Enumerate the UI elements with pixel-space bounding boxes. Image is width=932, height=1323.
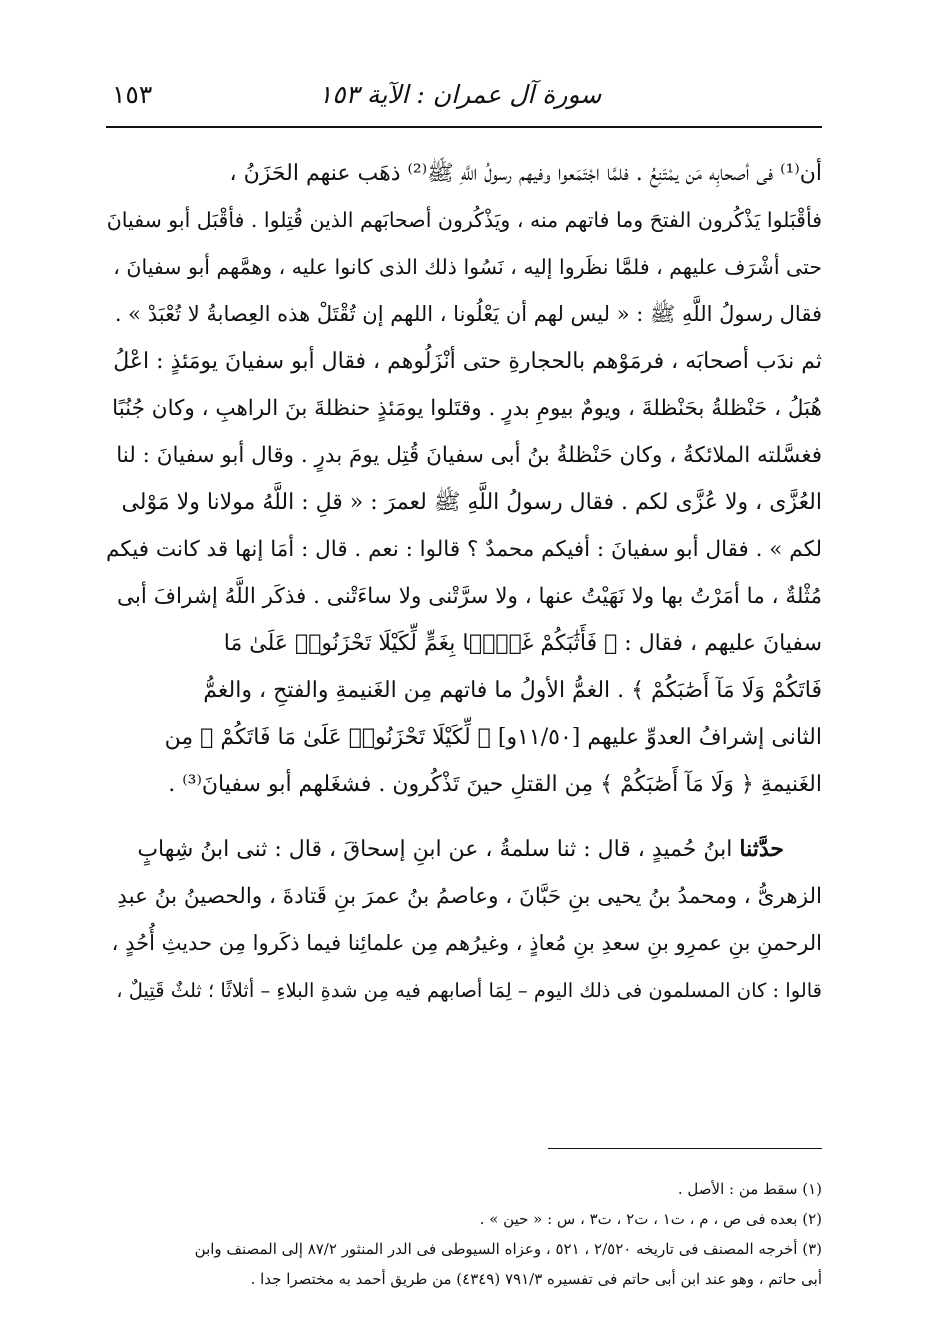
footnote-3: (٣) أخرجه المصنف فى تاريخه ٢/٥٢٠ ، ٥٢١ ، وعزاه السيوطى فى الدر المنثور ٨٧/٢ إلى المصنف وابن [194,1240,822,1258]
header-rule [106,126,822,128]
text-line: مُثْلةٌ ، ما أمَرْتُ بها ولا نَهَيْتُ عنها ، ولا سرَّتْنى ولا ساءَتْنى . فذكَر اللَّهُ إشرافَ أبى [116,584,822,609]
text-line: الرحمنِ بنِ عمرِو بنِ سعدِ بنِ مُعاذٍ ، وغيرُهم مِن علمائِنا فيما ذكَروا مِن حديثِ أُحُدٍ ، [111,931,822,955]
text-line: فأقْبَلوا يَذْكُرون الفتحَ وما فاتهم منه ، ويَذْكُرون أصحابَهم الذين قُتِلوا . فأقْبَل أبو سفيانَ [106,208,822,232]
text-line [106,826,822,873]
text-line: العُزَّى ، ولا عُزَّى لكم . فقال رسولُ اللَّهِ ﷺ لعمرَ : « قلِ : اللَّهُ مولانا ولا مَوْلى [121,490,822,515]
isnad-opener: حدَّثنا [739,836,784,862]
text-line: الثانى إشرافُ العدوِّ عليهم [١١/٥٠و] ﴿ لِّكَيْلَا تَحْزَنُوا۟ عَلَىٰ مَا فَاتَكُمْ ﴾ مِن [164,725,822,750]
footnote-2: (٢) بعده فى ص ، م ، ت١ ، ت٢ ، ت٣ ، س : « حين » . [479,1210,822,1228]
page-number: ١٥٣ [112,80,153,109]
text-line: الزهرىُّ ، ومحمدُ بنُ يحيى بنِ حَبَّانَ ، وعاصمُ بنُ عمرَ بنِ قَتادةَ ، والحصينُ بنُ عبدِ [117,884,822,909]
text-line: قالوا : كان المسلمون فى ذلك اليوم – لِمَا أصابهم فيه مِن شدةِ البلاءِ – أثلاثًا ؛ ثلثٌ قَتِيلٌ ، [116,979,822,1002]
paragraph-2 [106,826,822,1014]
running-title: سورة آل عمران : الآية ١٥٣ [318,80,602,109]
text-line: ثم ندَب أصحابَه ، فرمَوْهم بالحجارةِ حتى أنْزَلُوهم ، فقال أبو سفيانَ يومَئذٍ : اعْلُ [113,349,822,374]
text-line-rest: ابنُ حُميدٍ ، قال : ثنا سلمةُ ، عن ابنِ إسحاقَ ، قال : ثنى ابنُ شِهابٍ [137,837,740,862]
paragraph-1 [106,150,822,808]
text-line: فقال رسولُ اللَّهِ ﷺ : « ليس لهم أن يَعْلُونا ، اللهم إن تُقْتَلْ هذه العِصابةُ لا تُعْبَدْ » . [114,302,822,326]
footnotes [106,1174,822,1294]
footnote-1: (١) سقط من : الأصل . [677,1180,822,1198]
text-line: فَاتَكُمْ وَلَا مَآ أَصَٰبَكُمْ ﴾ . الغمُّ الأولُ ما فاتهم مِن الغَنيمةِ والفتحِ ، والغمُّ [203,678,822,703]
footnote-rule [548,1148,822,1149]
text-line: الغَنيمةِ ﴿ وَلَا مَآ أَصَٰبَكُمْ ﴾ مِن القتلِ حينَ تَذْكُرون . فشغَلهم أبو سفيانَ⁽³⁾ . [168,772,822,797]
main-text [106,150,822,1014]
text-line: أن⁽¹⁾ فى أصحابِه مَن يمْتَنِعُ . فلمَّا اجْتَمَعوا وفيهم رسولُ اللَّهِ ﷺ⁽²⁾ ذهَب عنهم الحَزَنُ ، [229,161,822,186]
footnote-3-continuation: أبى حاتم ، وهو عند ابن أبى حاتم فى تفسيره ٧٩١/٣ (٤٣٤٩) من طريق أحمد به مختصرا جدا . [250,1270,822,1288]
text-line: سفيانَ عليهم ، فقال : ﴿ فَأَثَٰبَكُمْ غَمَّۢا بِغَمٍّ لِّكَيْلَا تَحْزَنُوا۟ عَلَىٰ مَا [223,631,822,656]
text-line: لكم » . فقال أبو سفيانَ : أفيكم محمدٌ ؟ قالوا : نعم . قال : أمَا إنها قد كانت فيكم [106,537,822,562]
text-line: حتى أشْرَف عليهم ، فلمَّا نظَروا إليه ، نَسُوا ذلك الذى كانوا عليه ، وهمَّهم أبو سفيانَ ، [113,255,822,279]
text-line: هُبَلُ ، حَنْظلةُ بحَنْظلةَ ، ويومٌ بيومِ بدرٍ . وقتَلوا يومَئذٍ حنظلةَ بنَ الراهبِ ، وكان جُنُبًا [112,396,822,421]
text-line: فغسَّلته الملائكةُ ، وكان حَنْظلةُ بنُ أبى سفيانَ قُتِل يومَ بدرٍ . وقال أبو سفيانَ : لنا [116,443,822,468]
